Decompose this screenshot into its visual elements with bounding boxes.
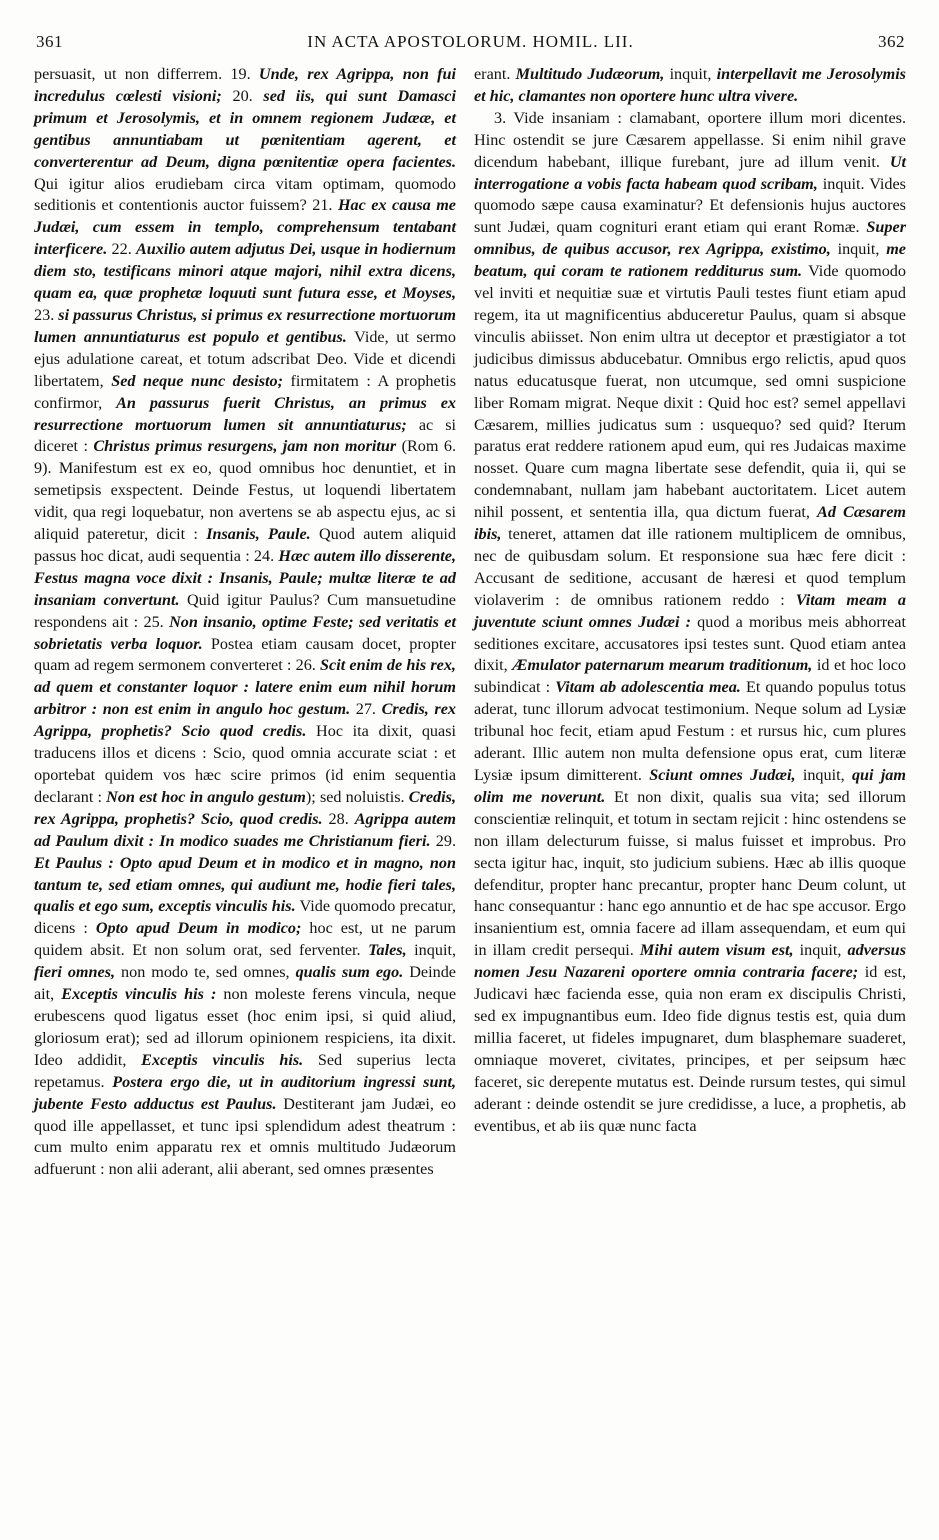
scripture-quote-run: Ut interrogatione a vobis facta habeam quod scribam, (474, 152, 906, 193)
scripture-quote-run: Christus primus resurgens, jam non moritur (93, 437, 397, 456)
scripture-quote-run: me beatum, qui coram te rationem redditurus sum. (474, 240, 906, 281)
scripture-quote-run: Insanis, Paule. (206, 525, 311, 544)
right-column-paragraph-2 (474, 108, 906, 1138)
scripture-quote-run: Vitam meam a juventute sciunt omnes Judæi : (474, 590, 907, 631)
scripture-quote-run: Tales, (368, 941, 407, 960)
scripture-quote-run: sed iis, qui sunt Damasci primum et Jerosolymis, et in omnem regionem Judææ, et gentibus annuntiabam ut pœnitentiam agerent, et converterentur ad Deum, digna pœnitentiæ opera facientes. (34, 86, 456, 171)
scripture-quote-run: Hac ex causa me Judæi, cum essem in templo, comprehensum tentabant interficere. (34, 196, 456, 259)
commentary-text-run: Quid igitur Paulus? Cum mansuetudine respondens ait : 25. (34, 590, 456, 631)
commentary-text-run: inquit, (793, 941, 848, 960)
commentary-text-run: firmitatem : A prophetis confirmor, (34, 371, 457, 412)
commentary-text-run: Hoc ita dixit, quasi traducens illos et dicens : Scio, quod omnia accurate sciat : et oportebat quidem vos hæc scire primos (id enim sequentia declarant : (34, 722, 457, 806)
commentary-text-run: Qui igitur alios erudiebam circa vitam optimam, quomodo seditionis et contentionis auctor fuissem? 21. (34, 174, 456, 215)
scripture-quote-run: Scit enim de his rex, ad quem et constanter loquor : latere enim eum nihil horum arbitror : non est enim in angulo hoc gestum. (34, 656, 456, 719)
commentary-text-run: inquit, (795, 766, 852, 784)
commentary-text-run: Et non dixit, qualis sua vita; sed illorum conscientiæ relinquit, et totum in sectam rejicit : hinc ostendens se non illam delecturum fuisse, si malus fuisset et improbus. Pro secta igitur hac, inquit, sto judicium subiens. Hæc ab illis quoque defenditur, propter hanc precantur, propter hanc Deum colunt, ut hanc consequantur : hanc ego annuntio et de hac spe accusor. Ergo insanientium est, omnia facere ad illam assequendam, et eum qui in illam credit persequi. (474, 787, 906, 960)
commentary-text-run: Postea etiam causam docet, propter quam ad regem sermonem converteret : 26. (34, 634, 456, 675)
commentary-text-run: non modo te, sed omnes, (115, 963, 296, 982)
scripture-quote-run: Sed neque nunc desisto; (111, 371, 284, 390)
scripture-quote-run: Ad Cæsarem ibis, (474, 503, 906, 544)
commentary-text-run: teneret, attamen dat ille rationem multiplicem de omnibus, nec de quibusdam solum. Et responsione sua hæc fere dicit : Accusant de seditione, accusant de hæresi et quod templum violaverim : de omnibus rationem reddo : (474, 525, 906, 609)
commentary-text-run: non moleste ferens vincula, neque erubescens quod ligatus esset (hoc enim ipsi, si quid aliud, gloriosum erat); sed ad illorum opinionem respiciens, ita dixit. Ideo addidit, (34, 985, 456, 1069)
scripture-quote-run: qualis sum ego. (295, 963, 404, 982)
commentary-text-run: 20. (232, 86, 264, 105)
commentary-text-run: 23. (34, 305, 59, 324)
commentary-text-run: Destiterant jam Judæi, eo quod ille appellasset, et tunc ipsi splendidum adest theatrum : cum multo enim apparatu rex et omnis multitudo Judæorum adfuerunt : non alii aderant, alii aberant, sed omnes præsentes (34, 1094, 456, 1179)
commentary-text-run: 22. (107, 240, 136, 259)
scripture-quote-run: Et Paulus : Opto apud Deum et in modico et in magno, non tantum te, sed etiam omnes, qui audiunt me, hodie fieri tales, qualis et ego sum, exceptis vinculis his. (34, 853, 456, 916)
commentary-text-run: 29. (430, 831, 456, 850)
scripture-quote-run: si passurus Christus, si primus ex resurrectione mortuorum lumen annuntiaturus est populo et gentibus. (34, 305, 457, 346)
commentary-text-run: ac si diceret : (34, 415, 456, 456)
scripture-quote-run: Agrippa autem ad Paulum dixit : In modico suades me Christianum fieri. (34, 809, 457, 850)
scripture-quote-run: Auxilio autem adjutus Dei, usque in hodiernum diem sto, testificans minori atque majori, nihil extra dicens, quam ea, quæ prophetæ loquuti sunt futura esse, et Moyses, (34, 240, 456, 303)
scripture-quote-run: An passurus fuerit Christus, an primus ex resurrectione mortuorum lumen sit annuntiaturus; (34, 393, 457, 434)
scripture-quote-run: Vitam ab adolescentia mea. (555, 678, 741, 697)
left-column (34, 64, 456, 1181)
commentary-text-run: Vide, ut sermo ejus adulatione careat, et totum adscribat Deo. Vide et dicendi libertatem, (34, 327, 456, 390)
commentary-text-run: ); sed noluistis. (305, 787, 409, 806)
commentary-text-run: inquit, (664, 65, 717, 83)
commentary-text-run: Et quando populus totus aderat, tunc illorum advocat testimonium. Neque solum ad Lysiæ tribunal hoc fecit, etiam apud Festum : et rursus hic, cum plures aderant. Illic autem non multa defensione opus erat, cum literæ Lysiæ ipsum dimitterent. (474, 678, 906, 784)
scripture-quote-run: Æmulator paternarum mearum traditionum, (512, 656, 813, 675)
commentary-text-run: inquit. Vides quomodo sæpe causa examinatur? Et defensionis hujus auctores sunt Judæi, quam cognituri erant etiam qui erant Romæ. (474, 174, 906, 237)
commentary-text-run: (Rom 6. 9). Manifestum est ex eo, quod omnibus hoc denuntiet, et in semetipsis exspectent. Deinde Festus, ut loquendi libertatem vidit, qua regi loquebatur, non avertens se ab aspectu ejus, ac si aliquid pateretur, dicit : (34, 437, 457, 544)
left-column-paragraph (34, 64, 456, 1181)
scripture-quote-run: Unde, rex Agrippa, non fui incredulus cœlesti visioni; (34, 65, 456, 105)
commentary-text-run: 3. Vide insaniam : clamabant, oportere illum mori dicentes. Hinc ostendit se jure Cæsarem appellasse. Si enim nihil grave dicendum habebant, illique furebant, jure ad illum venit. (474, 108, 906, 171)
scripture-quote-run: Multitudo Judæorum, (515, 65, 665, 83)
commentary-text-run: persuasit, ut non differrem. 19. (34, 65, 259, 83)
scripture-quote-run: Mihi autem visum est, (639, 941, 794, 960)
scripture-quote-run: Credis, rex Agrippa, prophetis? Scio quod credis. (34, 700, 457, 741)
commentary-text-run: Quod autem aliquid passus hoc dicat, audi sequentia : 24. (34, 525, 457, 565)
scripture-quote-run: Non est hoc in angulo gestum (106, 787, 306, 806)
page-number-right: 362 (877, 32, 905, 51)
scripture-quote-run: Hæc autem illo disserente, Festus magna voce dixit : Insanis, Paule; multæ literæ te ad insaniam convertunt. (34, 546, 457, 609)
scripture-quote-run: adversus nomen Jesu Nazareni oportere omnia contraria facere; (474, 941, 906, 982)
page-number-left: 361 (36, 32, 63, 51)
scripture-quote-run: Sciunt omnes Judæi, (649, 766, 796, 784)
scripture-quote-run: Postera ergo die, ut in auditorium ingressi sunt, jubente Festo adductus est Paulus. (34, 1072, 456, 1113)
scripture-quote-run: Credis, rex Agrippa, prophetis? Scio, quod credis. (34, 787, 456, 828)
scripture-quote-run: Super omnibus, de quibus accusor, rex Agrippa, existimo, (474, 218, 906, 259)
commentary-text-run: inquit, (406, 941, 456, 960)
running-title: IN ACTA APOSTOLORUM. HOMIL. LII. (307, 32, 634, 51)
scripture-quote-run: interpellavit me Jerosolymis et hic, clamantes non oportere hunc ultra vivere. (474, 65, 906, 105)
scripture-quote-run: Exceptis vinculis his. (141, 1050, 304, 1069)
scripture-quote-run: Exceptis vinculis his : (61, 985, 217, 1004)
commentary-text-run: hoc est, ut ne parum quidem absit. Et non solum orat, sed ferventer. (34, 919, 457, 960)
scripture-quote-run: fieri omnes, (34, 963, 116, 982)
commentary-text-run: quod a moribus meis abhorreat seditiones excitare, accusatores ipsi testes sunt. Quod etiam antea dixit, (474, 612, 906, 675)
commentary-text-run: Vide quomodo vel inviti et nequitiæ suæ et virtutis Pauli testes fiunt etiam apud regem, ita ut magnificentius abduceretur Paulus, quam si absque vinculis abiisset. Non enim ultra ut deceptor et præstigiator a tot judicibus dimissus abducebatur. Omnibus ergo relictis, apud quos natus educatusque fuerat, non utcumque, sed omni suspicione liber Romam migrat. Neque dixit : Quid hoc est? semel appellavi Cæsarem, millies judicatus sum : usquequo? sed quid? Iterum paratus erat reddere rationem apud eum, qui res Judaicas maxime nosset. Quare cum magna libertate sese defendit, quia ii, qui se condemnabant, nullam jam habebant auctoritatem. Licet autem nihil possent, et sententia illa, qua dictum fuerat, (474, 262, 906, 522)
commentary-text-run: 27. (350, 700, 382, 719)
scripture-quote-run: Non insanio, optime Feste; sed veritatis et sobrietatis verba loquor. (34, 612, 456, 653)
scripture-quote-run: Opto apud Deum in modico; (95, 919, 302, 938)
running-header (36, 32, 905, 58)
commentary-text-run: 28. (322, 809, 355, 828)
commentary-text-run: inquit, (830, 240, 887, 259)
commentary-text-run: erant. (474, 65, 516, 83)
commentary-text-run: id est, Judicavi hæc facienda esse, quia non eram ex discipulis Christi, sed ex impugnantibus eum. Ideo fide dignus testis est, quia dum millia faceret, ut fideles impugnaret, dum blasphemare suaderet, omniaque moveret, civitates, principes, et per seipsum hæc faceret, sic derepente mutatus est. Deinde rursum testes, qui simul aderant : deinde ostendit se jure credidisse, a luce, a prophetis, ab eventibus, et ab iis quæ nunc facta (474, 963, 906, 1135)
commentary-text-run: Deinde ait, (34, 963, 456, 1004)
right-column (474, 64, 906, 1137)
commentary-text-run: id et hoc loco subindicat : (474, 656, 906, 697)
scripture-quote-run: qui jam olim me noverunt. (474, 766, 906, 806)
commentary-text-run: Sed superius lecta repetamus. (34, 1050, 456, 1091)
right-column-paragraph-1 (474, 64, 906, 108)
commentary-text-run: Vide quomodo precatur, dicens : (34, 897, 456, 938)
